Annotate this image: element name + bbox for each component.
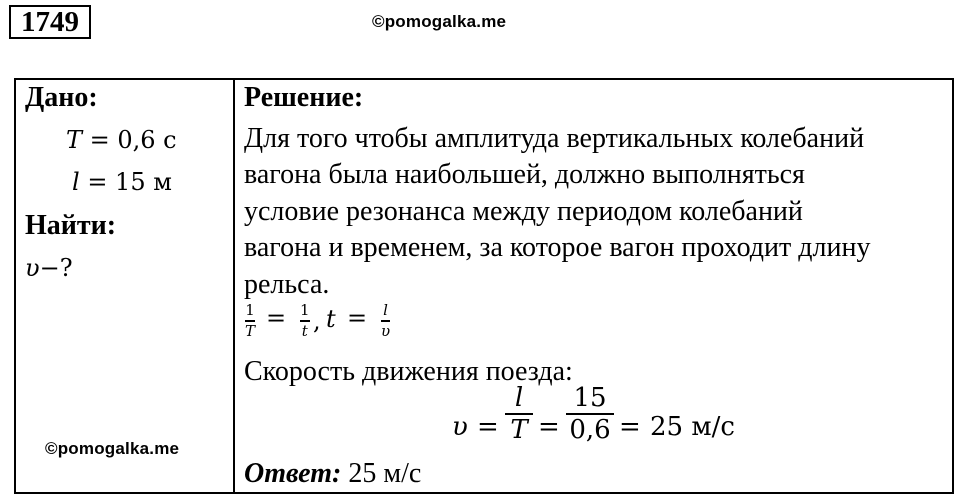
watermark-bottom-left: ©pomogalka.me [45,439,180,458]
formula2-equals-2: = [538,412,560,442]
find-question: −? [39,254,73,282]
speed-label: Скорость движения поезда: [244,356,573,387]
solution-text-line-2: вагона была наибольшей, должно выполняться [244,159,805,190]
length-variable: l [72,168,80,196]
formula2-lhs: υ [452,412,468,442]
formula2-equals-1: = [477,412,499,442]
solution-text-line-3: условие резонанса между периодом колебаний [244,196,803,227]
length-value: = 15 м [79,168,172,196]
solution-header: Решение: [244,82,364,113]
solution-text-line-4: вагона и временем, за которое вагон проходит длину [244,232,871,263]
given-line-period [66,124,177,156]
watermark-top: ©pomogalka.me [372,12,507,31]
find-line [25,252,73,284]
formula1-equals-2: = [347,304,368,332]
given-header: Дано: [25,82,98,113]
formula1-equals-1: = [266,304,287,332]
formula1-t: t [326,305,336,333]
answer-value: 25 м/с [348,458,422,489]
given-line-length [72,166,172,198]
find-variable: υ [25,254,40,282]
fraction-1-over-T: 1 T [245,301,256,340]
fraction-15-over-0-6: 15 0,6 [566,385,614,443]
fraction-1-over-t: 1 t [300,301,310,340]
fraction-l-over-v: l υ [381,301,391,340]
formula1-comma: , [313,307,321,335]
formula2-result: 25 м/с [650,412,735,442]
problem-number: 1749 [9,5,91,39]
period-value: = 0,6 с [82,126,177,154]
solution-text-line-1: Для того чтобы амплитуда вертикальных колебаний [244,123,865,154]
answer-line [244,458,421,490]
column-divider [233,78,235,494]
solution-text-line-5: рельса. [244,269,330,300]
formula2-equals-3: = [619,412,641,442]
find-header: Найти: [25,210,117,241]
fraction-l-over-T: l T [505,385,533,443]
answer-label: Ответ: [244,458,342,489]
period-variable: T [66,126,83,154]
